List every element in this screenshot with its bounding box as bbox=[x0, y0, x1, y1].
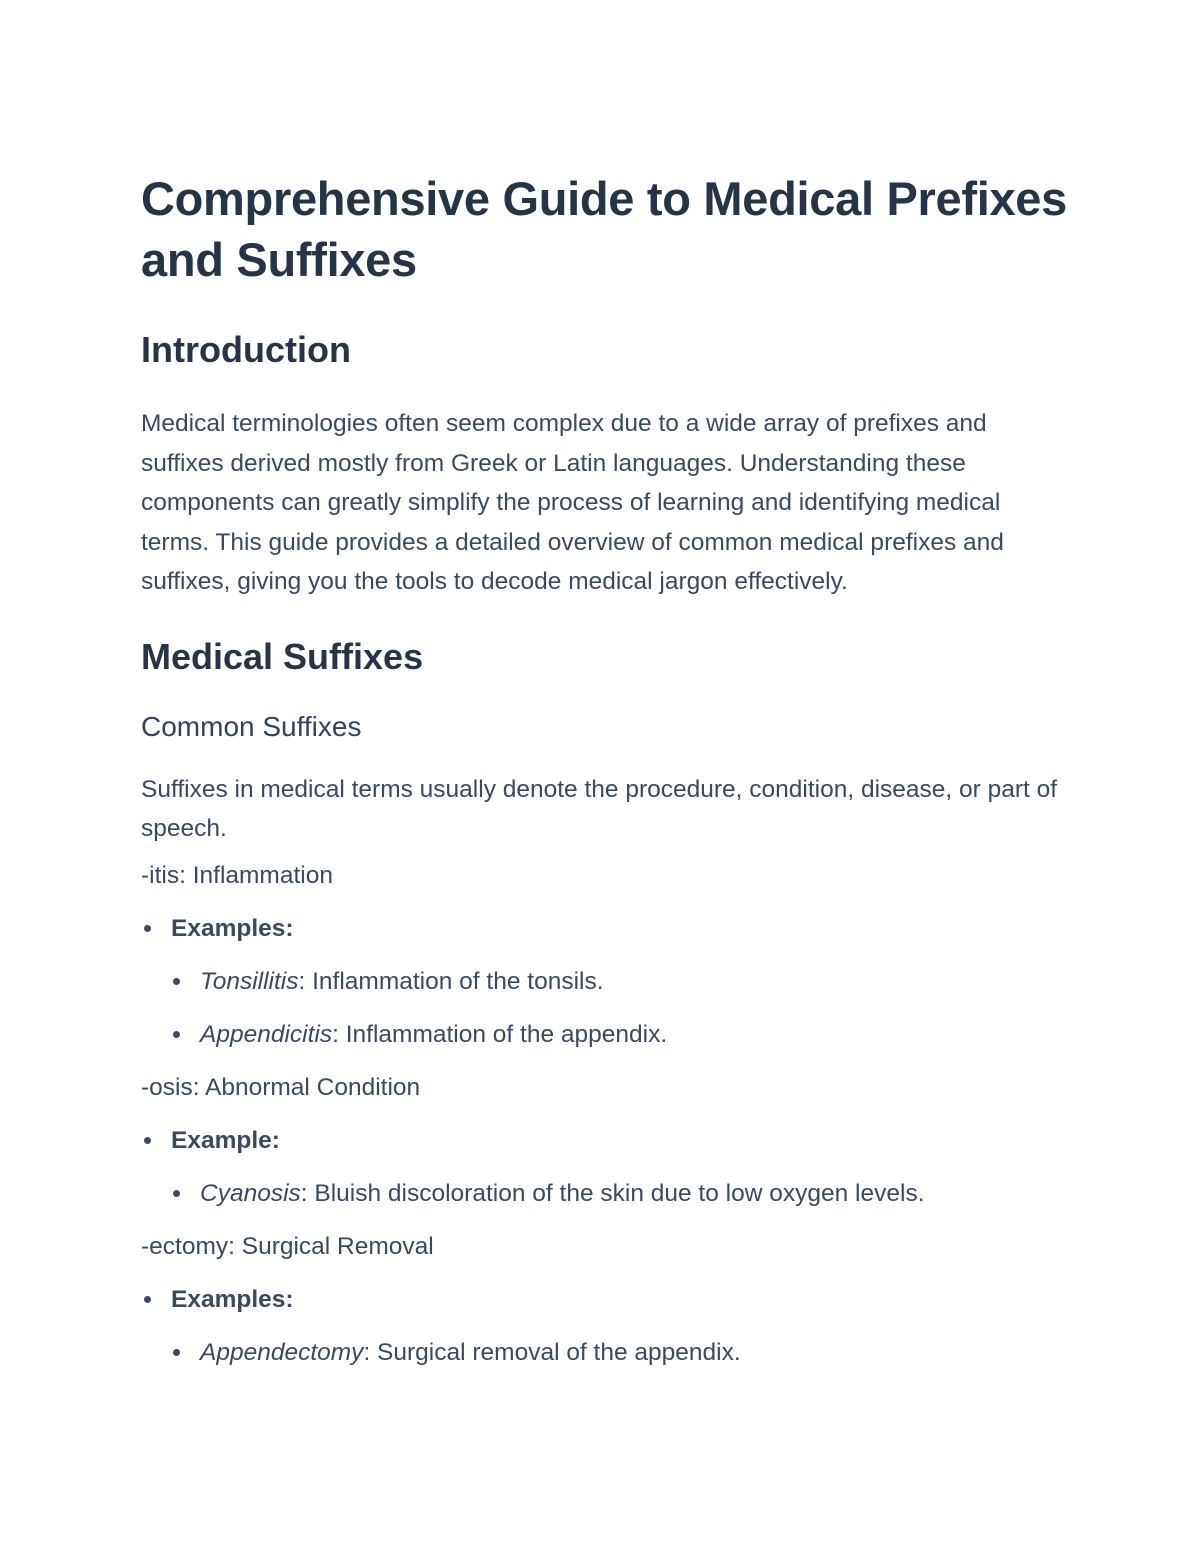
bullet-icon bbox=[173, 1190, 180, 1197]
bullet-icon bbox=[144, 1137, 151, 1144]
medical-suffixes-heading: Medical Suffixes bbox=[141, 635, 424, 677]
page-title: Comprehensive Guide to Medical Prefixes and Suffixes bbox=[141, 172, 1067, 286]
example-term: Tonsillitis bbox=[200, 967, 299, 995]
examples-list bbox=[141, 1125, 1071, 1209]
document-page bbox=[141, 168, 1071, 1368]
example-definition: : Inflammation of the tonsils. bbox=[298, 967, 604, 995]
example-definition: : Surgical removal of the appendix. bbox=[363, 1338, 741, 1366]
suffix-term-ectomy bbox=[141, 1231, 1071, 1368]
examples-list bbox=[141, 1284, 1071, 1368]
example-term: Cyanosis bbox=[200, 1179, 301, 1207]
example-item bbox=[141, 1178, 1071, 1209]
example-item bbox=[141, 966, 1071, 997]
example-term: Appendicitis bbox=[200, 1020, 333, 1048]
suffix-term-itis bbox=[141, 860, 1071, 1050]
suffixes-intro-text: Suffixes in medical terms usually denote the procedure, condition, disease, or part of speech. bbox=[141, 775, 1058, 842]
bullet-icon bbox=[173, 1349, 180, 1356]
suffix-term-label: -ectomy: Surgical Removal bbox=[141, 1232, 434, 1260]
suffix-term-label: -itis: Inflammation bbox=[141, 861, 333, 889]
examples-label: Example: bbox=[141, 1125, 1071, 1156]
examples-label: Examples: bbox=[141, 913, 1071, 944]
examples-list bbox=[141, 913, 1071, 1050]
example-item bbox=[141, 1019, 1071, 1050]
bullet-icon bbox=[173, 1031, 180, 1038]
example-definition: : Bluish discoloration of the skin due to low oxygen levels. bbox=[300, 1179, 925, 1207]
examples-label: Examples: bbox=[141, 1284, 1071, 1315]
suffix-term-label: -osis: Abnormal Condition bbox=[141, 1073, 421, 1101]
introduction-heading: Introduction bbox=[141, 329, 351, 370]
bullet-icon bbox=[144, 1296, 151, 1303]
suffix-term-osis bbox=[141, 1072, 1071, 1209]
bullet-icon bbox=[144, 925, 151, 932]
example-term: Appendectomy bbox=[200, 1338, 364, 1366]
introduction-text: Medical terminologies often seem complex due to a wide array of prefixes and suffixes derived mostly from Greek or Latin languages. Understanding these components can greatly simplify the process of learning and identifying medical terms. This guide provides a detailed overview of common medical prefixes and suffixes, giving you the tools to decode medical jargon effectively. bbox=[141, 410, 1004, 595]
example-definition: : Inflammation of the appendix. bbox=[332, 1020, 668, 1048]
common-suffixes-subheading: Common Suffixes bbox=[141, 710, 362, 742]
example-item bbox=[141, 1337, 1071, 1368]
bullet-icon bbox=[173, 978, 180, 985]
